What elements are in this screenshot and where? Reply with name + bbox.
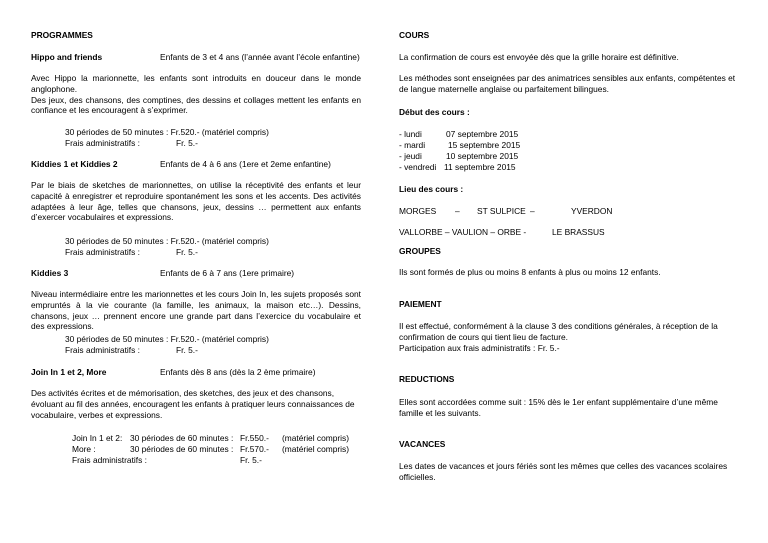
hippo-description-2: Des jeux, des chansons, des comptines, des dessins et collages mettent les enfants en confiance et les encouragent à s’exprimer. bbox=[31, 94, 361, 116]
lieu-morges: MORGES bbox=[399, 206, 437, 216]
kiddies3-admin-label: Frais administratifs : bbox=[65, 345, 140, 355]
kiddies3-admin-value: Fr. 5.- bbox=[176, 345, 198, 355]
paiement-text: Il est effectué, conformément à la clause 3 des conditions générales, à réception de la confirmation de cours qui tient lieu de facture. bbox=[399, 321, 718, 342]
debut-date: 15 septembre 2015 bbox=[448, 140, 521, 150]
hippo-title: Hippo and friends bbox=[31, 52, 103, 62]
debut-day: - jeudi bbox=[399, 151, 422, 161]
lieu-le-brassus: LE BRASSUS bbox=[552, 227, 605, 237]
hippo-description-1: Avec Hippo la marionnette, les enfants sont introduits en douceur dans le monde anglophone. bbox=[31, 73, 361, 94]
debut-day: - lundi bbox=[399, 129, 422, 139]
kiddies12-title: Kiddies 1 et Kiddies 2 bbox=[31, 159, 118, 169]
programmes-heading: PROGRAMMES bbox=[31, 30, 93, 40]
groupes-heading: GROUPES bbox=[399, 246, 441, 256]
lieu-st-sulpice: ST SULPICE bbox=[477, 206, 526, 216]
joinin-row-label: More : bbox=[72, 444, 96, 454]
debut-date: 07 septembre 2015 bbox=[446, 129, 519, 139]
joinin-age: Enfants dès 8 ans (dès la 2 ème primaire) bbox=[160, 367, 316, 377]
debut-date: 10 septembre 2015 bbox=[446, 151, 519, 161]
kiddies3-description: Niveau intermédiaire entre les marionnettes et les cours Join In, les sujets proposés sont empruntés à la vie courante (la famille, les animaux, la maison etc…). Dessins, chansons, jeux … prennent encore une grande part dans l’exercice du vocabulaire et des expressions. bbox=[31, 289, 361, 332]
cours-confirmation: La confirmation de cours est envoyée dès que la grille horaire est définitive. bbox=[399, 52, 679, 62]
lieu-row2: VALLORBE – VAULION – ORBE - bbox=[399, 227, 527, 237]
groupes-text: Ils sont formés de plus ou moins 8 enfants à plus ou moins 12 enfants. bbox=[399, 267, 661, 277]
hippo-description bbox=[31, 73, 361, 116]
kiddies12-admin-label: Frais administratifs : bbox=[65, 247, 140, 257]
lieu-heading: Lieu des cours : bbox=[399, 184, 464, 194]
kiddies3-age: Enfants de 6 à 7 ans (1ere primaire) bbox=[160, 268, 295, 278]
debut-day: - vendredi bbox=[399, 162, 437, 172]
kiddies3-title: Kiddies 3 bbox=[31, 268, 69, 278]
kiddies3-fee-line: 30 périodes de 50 minutes : Fr.520.- (matériel compris) bbox=[65, 334, 269, 344]
debut-heading: Début des cours : bbox=[399, 107, 470, 117]
kiddies12-age: Enfants de 4 à 6 ans (1ere et 2eme enfantine) bbox=[160, 159, 331, 169]
joinin-row-periods: 30 périodes de 60 minutes : bbox=[130, 433, 234, 443]
joinin-title: Join In 1 et 2, More bbox=[31, 367, 107, 377]
paiement-fee: Participation aux frais administratifs : Fr. 5.- bbox=[399, 343, 560, 353]
debut-date: 11 septembre 2015 bbox=[444, 162, 516, 172]
hippo-admin-label: Frais administratifs : bbox=[65, 138, 140, 148]
joinin-description: Des activités écrites et de mémorisation, des sketches, des jeux et des chansons, évoluant au fil des années, encouragent les enfants à pratiquer leurs connaissances de vocabulaire, verbes et expressions. bbox=[31, 388, 355, 420]
lieu-yverdon: YVERDON bbox=[571, 206, 613, 216]
joinin-row-price: Fr.550.- bbox=[240, 433, 269, 443]
lieu-dash: – bbox=[455, 206, 460, 216]
kiddies12-description: Par le biais de sketches de marionnettes, on utilise la réceptivité des enfants et leur capacité à enregistrer et reproduire spontanément les sons et les accents. Des activités adaptées à leur âge, telles que chansons, jeux, dessins … permettent aux enfants d’exercer vocabulaires et expressions. bbox=[31, 180, 361, 223]
cours-heading: COURS bbox=[399, 30, 430, 40]
cours-methods: Les méthodes sont enseignées par des animatrices sensibles aux enfants, compétentes et de langue maternelle anglaise ou parfaitement bilingues. bbox=[399, 73, 736, 94]
joinin-row-price: Fr.570.- bbox=[240, 444, 269, 454]
joinin-row-label: Frais administratifs : bbox=[72, 455, 147, 465]
reductions-text: Elles sont accordées comme suit : 15% dès le 1er enfant supplémentaire d’une même famille et les suivants. bbox=[399, 397, 718, 418]
lieu-dash: – bbox=[530, 206, 535, 216]
vacances-text: Les dates de vacances et jours fériés sont les mêmes que celles des vacances scolaires officielles. bbox=[399, 461, 728, 482]
vacances-heading: VACANCES bbox=[399, 439, 446, 449]
hippo-fee-line: 30 périodes de 50 minutes : Fr.520.- (matériel compris) bbox=[65, 127, 269, 137]
hippo-admin-value: Fr. 5.- bbox=[176, 138, 198, 148]
paiement-heading: PAIEMENT bbox=[399, 299, 442, 309]
joinin-row-price: Fr. 5.- bbox=[240, 455, 262, 465]
joinin-row-note: (matériel compris) bbox=[282, 444, 350, 454]
joinin-row-periods: 30 périodes de 60 minutes : bbox=[130, 444, 234, 454]
kiddies12-admin-value: Fr. 5.- bbox=[176, 247, 198, 257]
kiddies12-fee-line: 30 périodes de 50 minutes : Fr.520.- (matériel compris) bbox=[65, 236, 269, 246]
debut-day: - mardi bbox=[399, 140, 426, 150]
hippo-age: Enfants de 3 et 4 ans (l’année avant l’école enfantine) bbox=[160, 52, 360, 62]
reductions-heading: REDUCTIONS bbox=[399, 374, 455, 384]
joinin-row-label: Join In 1 et 2: bbox=[72, 433, 123, 443]
joinin-row-note: (matériel compris) bbox=[282, 433, 350, 443]
